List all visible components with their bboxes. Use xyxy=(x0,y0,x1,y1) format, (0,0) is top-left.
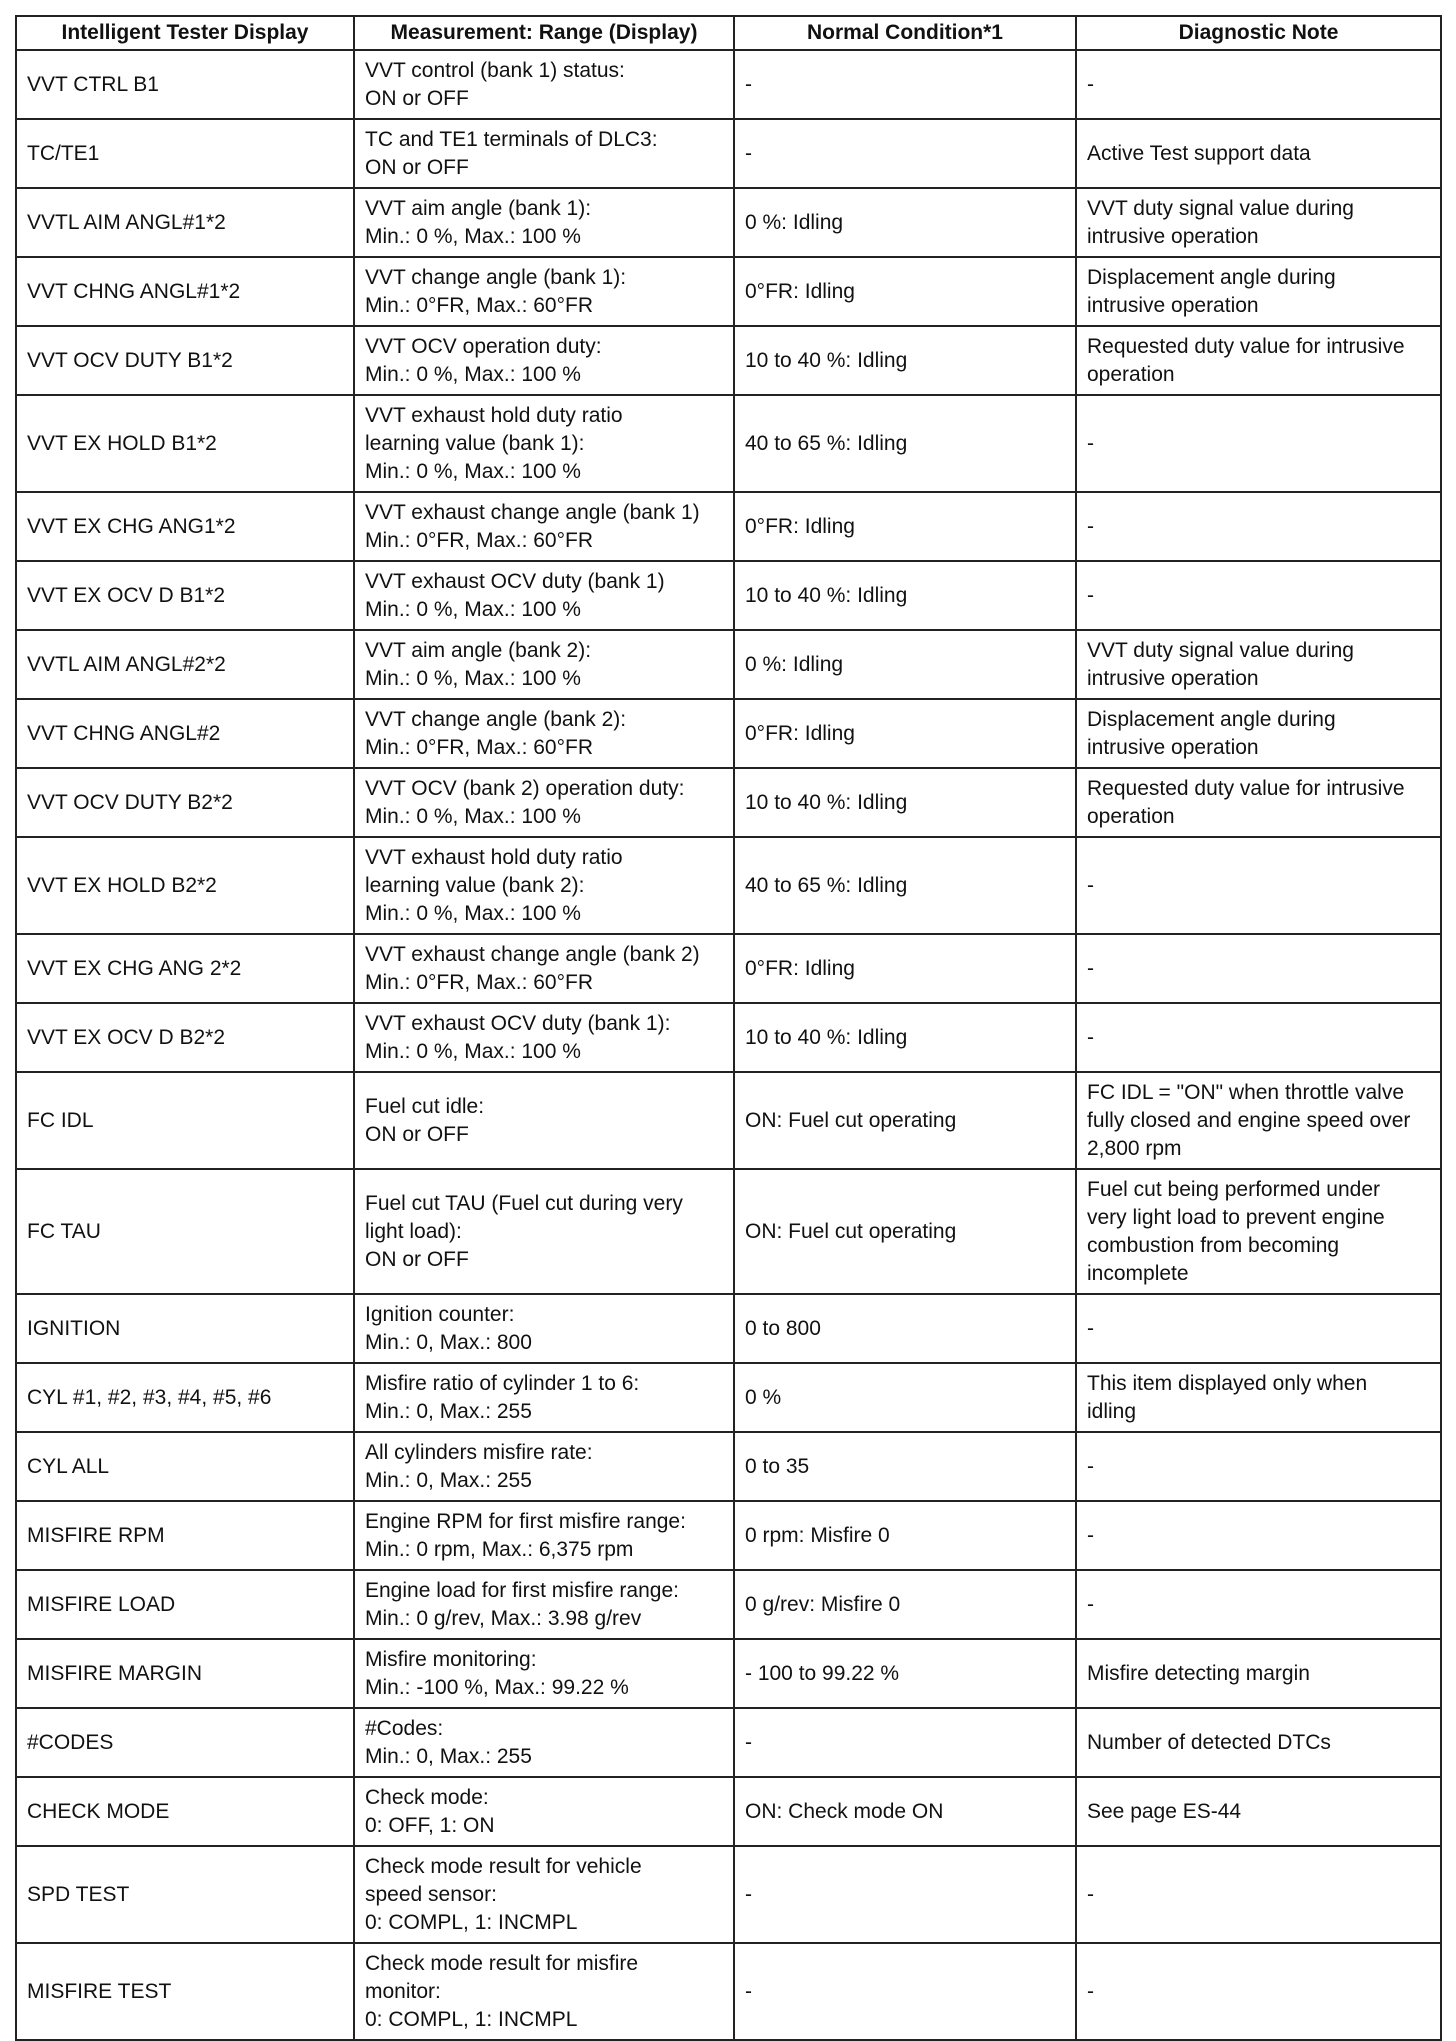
cell-diagnostic-note-line: - xyxy=(1087,431,1094,455)
cell-measurement-range xyxy=(354,257,734,326)
cell-normal-condition-line: ON: Fuel cut operating xyxy=(745,1219,957,1243)
table-row xyxy=(16,1363,1441,1432)
cell-measurement-range-line: 0: OFF, 1: ON xyxy=(365,1813,495,1837)
cell-normal-condition-line: 10 to 40 %: Idling xyxy=(745,348,908,372)
cell-measurement-range-line: Min.: 0 %, Max.: 100 % xyxy=(365,901,581,925)
table-row xyxy=(16,630,1441,699)
cell-normal-condition-line: 0 % xyxy=(745,1385,782,1409)
cell-tester-display: VVT EX OCV D B1*2 xyxy=(16,561,354,630)
cell-normal-condition xyxy=(734,1501,1076,1570)
cell-diagnostic-note-line: - xyxy=(1087,1882,1094,1906)
cell-normal-condition-line: 10 to 40 %: Idling xyxy=(745,583,908,607)
cell-measurement-range xyxy=(354,1432,734,1501)
cell-diagnostic-note-line: - xyxy=(1087,1025,1094,1049)
cell-measurement-range xyxy=(354,768,734,837)
cell-measurement-range-line: learning value (bank 1): xyxy=(365,431,585,455)
cell-measurement-range-line: VVT exhaust OCV duty (bank 1) xyxy=(365,569,665,593)
cell-tester-display: CYL ALL xyxy=(16,1432,354,1501)
cell-diagnostic-note xyxy=(1076,257,1441,326)
cell-normal-condition xyxy=(734,188,1076,257)
data-list-table-container xyxy=(15,15,1440,2041)
table-row xyxy=(16,768,1441,837)
cell-diagnostic-note-line: Displacement angle during xyxy=(1087,265,1336,289)
cell-measurement-range-line: VVT exhaust hold duty ratio xyxy=(365,845,623,869)
cell-diagnostic-note xyxy=(1076,1943,1441,2040)
cell-measurement-range xyxy=(354,119,734,188)
cell-measurement-range-line: Min.: 0, Max.: 800 xyxy=(365,1330,532,1354)
table-row xyxy=(16,1432,1441,1501)
table-row xyxy=(16,1072,1441,1169)
cell-normal-condition-line: 0 %: Idling xyxy=(745,210,844,234)
cell-measurement-range xyxy=(354,1072,734,1169)
cell-normal-condition-line: - xyxy=(745,1730,752,1754)
cell-tester-display: MISFIRE LOAD xyxy=(16,1570,354,1639)
cell-normal-condition-line: 0 to 800 xyxy=(745,1316,821,1340)
header-row xyxy=(16,16,1441,50)
cell-diagnostic-note-line: - xyxy=(1087,1454,1094,1478)
cell-normal-condition-line: 10 to 40 %: Idling xyxy=(745,1025,908,1049)
cell-measurement-range-line: Check mode result for vehicle xyxy=(365,1854,642,1878)
cell-diagnostic-note-line: idling xyxy=(1087,1399,1137,1423)
cell-measurement-range xyxy=(354,934,734,1003)
cell-tester-display: VVT EX CHG ANG1*2 xyxy=(16,492,354,561)
cell-diagnostic-note xyxy=(1076,119,1441,188)
table-row xyxy=(16,1570,1441,1639)
cell-diagnostic-note xyxy=(1076,1777,1441,1846)
cell-tester-display: CHECK MODE xyxy=(16,1777,354,1846)
cell-normal-condition xyxy=(734,1708,1076,1777)
cell-tester-display: IGNITION xyxy=(16,1294,354,1363)
cell-tester-display: MISFIRE RPM xyxy=(16,1501,354,1570)
cell-diagnostic-note xyxy=(1076,50,1441,119)
cell-measurement-range-line: Min.: 0 rpm, Max.: 6,375 rpm xyxy=(365,1537,634,1561)
cell-measurement-range-line: VVT OCV (bank 2) operation duty: xyxy=(365,776,685,800)
cell-measurement-range xyxy=(354,1943,734,2040)
cell-measurement-range-line: Min.: 0°FR, Max.: 60°FR xyxy=(365,735,594,759)
cell-normal-condition xyxy=(734,768,1076,837)
cell-tester-display: TC/TE1 xyxy=(16,119,354,188)
cell-tester-display: SPD TEST xyxy=(16,1846,354,1943)
cell-normal-condition xyxy=(734,492,1076,561)
cell-diagnostic-note xyxy=(1076,1846,1441,1943)
cell-measurement-range-line: Min.: 0, Max.: 255 xyxy=(365,1399,532,1423)
cell-diagnostic-note-line: fully closed and engine speed over xyxy=(1087,1108,1411,1132)
cell-diagnostic-note-line: incomplete xyxy=(1087,1261,1189,1285)
cell-diagnostic-note-line: very light load to prevent engine xyxy=(1087,1205,1385,1229)
cell-normal-condition xyxy=(734,1777,1076,1846)
table-row xyxy=(16,188,1441,257)
cell-measurement-range-line: VVT aim angle (bank 1): xyxy=(365,196,592,220)
table-row xyxy=(16,561,1441,630)
cell-normal-condition-line: 0°FR: Idling xyxy=(745,956,855,980)
cell-normal-condition-line: 0°FR: Idling xyxy=(745,721,855,745)
cell-normal-condition xyxy=(734,50,1076,119)
cell-diagnostic-note-line: Active Test support data xyxy=(1087,141,1311,165)
cell-measurement-range-line: Min.: 0, Max.: 255 xyxy=(365,1468,532,1492)
cell-normal-condition-line: - xyxy=(745,72,752,96)
cell-diagnostic-note-line: - xyxy=(1087,1592,1094,1616)
table-row xyxy=(16,699,1441,768)
cell-diagnostic-note xyxy=(1076,1072,1441,1169)
cell-diagnostic-note-line: - xyxy=(1087,514,1094,538)
cell-measurement-range-line: Engine load for first misfire range: xyxy=(365,1578,679,1602)
cell-measurement-range-line: Check mode result for misfire xyxy=(365,1951,639,1975)
cell-measurement-range-line: light load): xyxy=(365,1219,462,1243)
cell-normal-condition xyxy=(734,1363,1076,1432)
cell-measurement-range-line: ON or OFF xyxy=(365,86,469,110)
cell-diagnostic-note xyxy=(1076,1432,1441,1501)
cell-diagnostic-note xyxy=(1076,395,1441,492)
cell-diagnostic-note xyxy=(1076,1169,1441,1294)
cell-measurement-range xyxy=(354,561,734,630)
cell-normal-condition-line: - xyxy=(745,141,752,165)
cell-tester-display: FC IDL xyxy=(16,1072,354,1169)
cell-tester-display: VVT OCV DUTY B1*2 xyxy=(16,326,354,395)
cell-normal-condition xyxy=(734,1003,1076,1072)
cell-normal-condition xyxy=(734,119,1076,188)
cell-measurement-range-line: VVT exhaust hold duty ratio xyxy=(365,403,623,427)
cell-normal-condition-line: 0 g/rev: Misfire 0 xyxy=(745,1592,901,1616)
cell-tester-display: FC TAU xyxy=(16,1169,354,1294)
cell-diagnostic-note xyxy=(1076,837,1441,934)
cell-diagnostic-note-line: intrusive operation xyxy=(1087,666,1259,690)
cell-normal-condition-line: ON: Fuel cut operating xyxy=(745,1108,957,1132)
cell-measurement-range-line: VVT aim angle (bank 2): xyxy=(365,638,592,662)
cell-measurement-range xyxy=(354,837,734,934)
table-row xyxy=(16,395,1441,492)
cell-measurement-range xyxy=(354,699,734,768)
cell-normal-condition-line: ON: Check mode ON xyxy=(745,1799,944,1823)
table-row xyxy=(16,119,1441,188)
cell-diagnostic-note-line: Displacement angle during xyxy=(1087,707,1336,731)
cell-tester-display: MISFIRE TEST xyxy=(16,1943,354,2040)
cell-measurement-range-line: 0: COMPL, 1: INCMPL xyxy=(365,1910,578,1934)
cell-measurement-range-line: VVT control (bank 1) status: xyxy=(365,58,625,82)
table-row xyxy=(16,1708,1441,1777)
cell-diagnostic-note xyxy=(1076,1639,1441,1708)
header-diagnostic-note: Diagnostic Note xyxy=(1076,16,1441,50)
cell-tester-display: VVT CHNG ANGL#1*2 xyxy=(16,257,354,326)
cell-measurement-range-line: Min.: 0 %, Max.: 100 % xyxy=(365,804,581,828)
table-header xyxy=(16,16,1441,50)
cell-diagnostic-note xyxy=(1076,1570,1441,1639)
header-measurement-range: Measurement: Range (Display) xyxy=(354,16,734,50)
cell-measurement-range-line: Misfire ratio of cylinder 1 to 6: xyxy=(365,1371,640,1395)
cell-normal-condition-line: 40 to 65 %: Idling xyxy=(745,431,908,455)
table-row xyxy=(16,837,1441,934)
cell-diagnostic-note-line: VVT duty signal value during xyxy=(1087,196,1354,220)
cell-diagnostic-note-line: Fuel cut being performed under xyxy=(1087,1177,1381,1201)
cell-normal-condition xyxy=(734,561,1076,630)
cell-diagnostic-note-line: intrusive operation xyxy=(1087,224,1259,248)
table-row xyxy=(16,326,1441,395)
cell-diagnostic-note-line: operation xyxy=(1087,362,1175,386)
cell-measurement-range-line: Min.: -100 %, Max.: 99.22 % xyxy=(365,1675,629,1699)
cell-measurement-range-line: Min.: 0 %, Max.: 100 % xyxy=(365,362,581,386)
table-row xyxy=(16,50,1441,119)
cell-diagnostic-note-line: intrusive operation xyxy=(1087,293,1259,317)
cell-diagnostic-note xyxy=(1076,492,1441,561)
cell-normal-condition xyxy=(734,837,1076,934)
cell-normal-condition xyxy=(734,630,1076,699)
cell-measurement-range xyxy=(354,630,734,699)
cell-normal-condition-line: 0°FR: Idling xyxy=(745,279,855,303)
cell-measurement-range xyxy=(354,50,734,119)
cell-tester-display: CYL #1, #2, #3, #4, #5, #6 xyxy=(16,1363,354,1432)
cell-diagnostic-note-line: Requested duty value for intrusive xyxy=(1087,776,1405,800)
cell-tester-display: VVTL AIM ANGL#2*2 xyxy=(16,630,354,699)
cell-measurement-range-line: Min.: 0 %, Max.: 100 % xyxy=(365,459,581,483)
cell-diagnostic-note-line: Misfire detecting margin xyxy=(1087,1661,1310,1685)
cell-measurement-range-line: Misfire monitoring: xyxy=(365,1647,537,1671)
cell-diagnostic-note-line: Number of detected DTCs xyxy=(1087,1730,1331,1754)
cell-tester-display: VVT EX CHG ANG 2*2 xyxy=(16,934,354,1003)
cell-normal-condition xyxy=(734,326,1076,395)
cell-measurement-range-line: VVT exhaust change angle (bank 1) xyxy=(365,500,700,524)
cell-tester-display: VVT CTRL B1 xyxy=(16,50,354,119)
cell-diagnostic-note xyxy=(1076,326,1441,395)
cell-normal-condition-line: - 100 to 99.22 % xyxy=(745,1661,900,1685)
cell-diagnostic-note-line: - xyxy=(1087,956,1094,980)
cell-measurement-range-line: ON or OFF xyxy=(365,1122,469,1146)
cell-measurement-range-line: VVT change angle (bank 2): xyxy=(365,707,627,731)
table-row xyxy=(16,1003,1441,1072)
cell-diagnostic-note-line: operation xyxy=(1087,804,1175,828)
cell-normal-condition xyxy=(734,1639,1076,1708)
cell-measurement-range xyxy=(354,1708,734,1777)
cell-tester-display: VVT OCV DUTY B2*2 xyxy=(16,768,354,837)
cell-normal-condition xyxy=(734,1169,1076,1294)
cell-diagnostic-note-line: - xyxy=(1087,873,1094,897)
table-row xyxy=(16,1846,1441,1943)
cell-normal-condition xyxy=(734,395,1076,492)
cell-measurement-range-line: ON or OFF xyxy=(365,1247,469,1271)
cell-tester-display: VVT EX HOLD B2*2 xyxy=(16,837,354,934)
cell-tester-display: VVTL AIM ANGL#1*2 xyxy=(16,188,354,257)
cell-measurement-range-line: VVT OCV operation duty: xyxy=(365,334,602,358)
cell-tester-display: MISFIRE MARGIN xyxy=(16,1639,354,1708)
cell-diagnostic-note xyxy=(1076,630,1441,699)
cell-measurement-range xyxy=(354,395,734,492)
cell-normal-condition-line: 40 to 65 %: Idling xyxy=(745,873,908,897)
cell-measurement-range-line: VVT exhaust OCV duty (bank 1): xyxy=(365,1011,671,1035)
cell-measurement-range-line: Min.: 0 %, Max.: 100 % xyxy=(365,666,581,690)
cell-normal-condition xyxy=(734,1432,1076,1501)
table-row xyxy=(16,1639,1441,1708)
cell-measurement-range-line: Ignition counter: xyxy=(365,1302,515,1326)
cell-measurement-range-line: VVT change angle (bank 1): xyxy=(365,265,627,289)
table-row xyxy=(16,492,1441,561)
cell-normal-condition-line: 0°FR: Idling xyxy=(745,514,855,538)
header-normal-condition: Normal Condition*1 xyxy=(734,16,1076,50)
cell-normal-condition xyxy=(734,1943,1076,2040)
cell-diagnostic-note-line: intrusive operation xyxy=(1087,735,1259,759)
cell-diagnostic-note xyxy=(1076,1003,1441,1072)
cell-diagnostic-note xyxy=(1076,768,1441,837)
table-row xyxy=(16,1943,1441,2040)
cell-diagnostic-note xyxy=(1076,1294,1441,1363)
cell-normal-condition-line: 0 rpm: Misfire 0 xyxy=(745,1523,890,1547)
cell-diagnostic-note-line: - xyxy=(1087,72,1094,96)
cell-measurement-range xyxy=(354,1003,734,1072)
cell-measurement-range xyxy=(354,188,734,257)
cell-measurement-range-line: Min.: 0 %, Max.: 100 % xyxy=(365,224,581,248)
table-row xyxy=(16,1169,1441,1294)
cell-measurement-range xyxy=(354,1846,734,1943)
cell-diagnostic-note-line: - xyxy=(1087,1316,1094,1340)
cell-normal-condition xyxy=(734,1294,1076,1363)
cell-measurement-range xyxy=(354,1363,734,1432)
cell-measurement-range-line: monitor: xyxy=(365,1979,441,2003)
cell-measurement-range-line: Fuel cut idle: xyxy=(365,1094,485,1118)
cell-measurement-range-line: Min.: 0°FR, Max.: 60°FR xyxy=(365,293,594,317)
cell-measurement-range xyxy=(354,326,734,395)
cell-diagnostic-note xyxy=(1076,561,1441,630)
cell-measurement-range-line: Min.: 0°FR, Max.: 60°FR xyxy=(365,970,594,994)
cell-diagnostic-note xyxy=(1076,1501,1441,1570)
cell-diagnostic-note xyxy=(1076,1708,1441,1777)
cell-measurement-range-line: ON or OFF xyxy=(365,155,469,179)
cell-diagnostic-note xyxy=(1076,188,1441,257)
table-body xyxy=(16,50,1441,2040)
cell-normal-condition xyxy=(734,934,1076,1003)
cell-measurement-range-line: Check mode: xyxy=(365,1785,489,1809)
cell-measurement-range xyxy=(354,1570,734,1639)
cell-measurement-range-line: Min.: 0 %, Max.: 100 % xyxy=(365,597,581,621)
cell-measurement-range-line: #Codes: xyxy=(365,1716,444,1740)
cell-measurement-range xyxy=(354,1169,734,1294)
cell-measurement-range-line: Min.: 0, Max.: 255 xyxy=(365,1744,532,1768)
table-row xyxy=(16,1777,1441,1846)
cell-measurement-range-line: Min.: 0 g/rev, Max.: 3.98 g/rev xyxy=(365,1606,642,1630)
cell-measurement-range-line: TC and TE1 terminals of DLC3: xyxy=(365,127,658,151)
cell-diagnostic-note-line: - xyxy=(1087,1523,1094,1547)
cell-diagnostic-note xyxy=(1076,1363,1441,1432)
cell-measurement-range xyxy=(354,1501,734,1570)
cell-normal-condition xyxy=(734,1570,1076,1639)
cell-measurement-range-line: speed sensor: xyxy=(365,1882,497,1906)
cell-diagnostic-note xyxy=(1076,934,1441,1003)
cell-diagnostic-note-line: - xyxy=(1087,1979,1094,2003)
cell-diagnostic-note-line: Requested duty value for intrusive xyxy=(1087,334,1405,358)
cell-measurement-range-line: Engine RPM for first misfire range: xyxy=(365,1509,686,1533)
data-list-table xyxy=(15,15,1442,2041)
table-row xyxy=(16,257,1441,326)
cell-normal-condition-line: - xyxy=(745,1882,752,1906)
cell-tester-display: VVT EX HOLD B1*2 xyxy=(16,395,354,492)
cell-normal-condition xyxy=(734,1072,1076,1169)
cell-diagnostic-note-line: combustion from becoming xyxy=(1087,1233,1340,1257)
cell-diagnostic-note-line: 2,800 rpm xyxy=(1087,1136,1182,1160)
cell-measurement-range-line: 0: COMPL, 1: INCMPL xyxy=(365,2007,578,2031)
cell-diagnostic-note-line: VVT duty signal value during xyxy=(1087,638,1354,662)
cell-normal-condition-line: 0 %: Idling xyxy=(745,652,844,676)
cell-measurement-range-line: Fuel cut TAU (Fuel cut during very xyxy=(365,1191,683,1215)
cell-diagnostic-note-line: This item displayed only when xyxy=(1087,1371,1368,1395)
cell-measurement-range-line: learning value (bank 2): xyxy=(365,873,585,897)
cell-normal-condition xyxy=(734,257,1076,326)
table-row xyxy=(16,1501,1441,1570)
cell-tester-display: VVT CHNG ANGL#2 xyxy=(16,699,354,768)
header-tester-display: Intelligent Tester Display xyxy=(16,16,354,50)
cell-tester-display: VVT EX OCV D B2*2 xyxy=(16,1003,354,1072)
table-row xyxy=(16,1294,1441,1363)
cell-normal-condition-line: 10 to 40 %: Idling xyxy=(745,790,908,814)
cell-normal-condition-line: 0 to 35 xyxy=(745,1454,810,1478)
cell-normal-condition xyxy=(734,699,1076,768)
cell-measurement-range xyxy=(354,1639,734,1708)
cell-normal-condition-line: - xyxy=(745,1979,752,2003)
cell-measurement-range xyxy=(354,1777,734,1846)
cell-measurement-range xyxy=(354,1294,734,1363)
cell-diagnostic-note xyxy=(1076,699,1441,768)
cell-normal-condition xyxy=(734,1846,1076,1943)
table-row xyxy=(16,934,1441,1003)
cell-measurement-range-line: Min.: 0°FR, Max.: 60°FR xyxy=(365,528,594,552)
cell-diagnostic-note-line: - xyxy=(1087,583,1094,607)
cell-diagnostic-note-line: See page ES-44 xyxy=(1087,1799,1242,1823)
cell-diagnostic-note-line: FC IDL = "ON" when throttle valve xyxy=(1087,1080,1404,1104)
cell-measurement-range-line: VVT exhaust change angle (bank 2) xyxy=(365,942,700,966)
cell-measurement-range xyxy=(354,492,734,561)
cell-measurement-range-line: Min.: 0 %, Max.: 100 % xyxy=(365,1039,581,1063)
cell-tester-display: #CODES xyxy=(16,1708,354,1777)
cell-measurement-range-line: All cylinders misfire rate: xyxy=(365,1440,593,1464)
